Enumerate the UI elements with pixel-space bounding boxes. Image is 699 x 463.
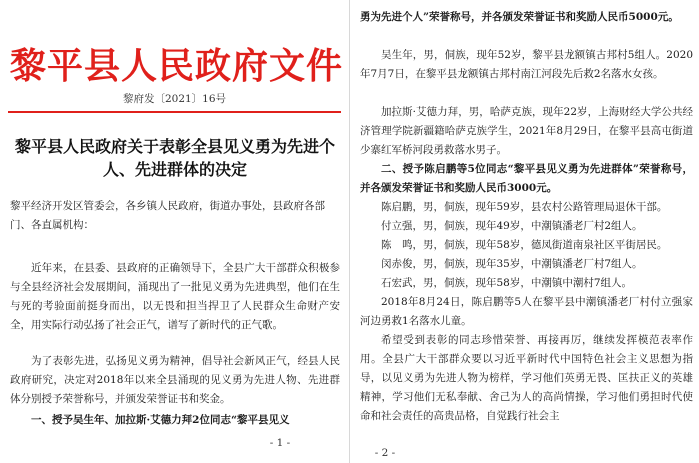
body-paragraph-purpose: 为了表彰先进，弘扬见义勇为精神，倡导社会新风正气，经县人民政府研究，决定对2018年以来全县涌现的见义勇为先进人物、先进群体分别授予荣誉称号，并颁发荣誉证书和奖金。 — [10, 355, 340, 405]
red-separator-line — [8, 111, 341, 113]
group-member: 陈 鸣，男，侗族，现年58岁，德凤街道南泉社区平街居民。 — [381, 239, 668, 251]
document-page-1 — [0, 0, 349, 463]
group-member-list — [360, 198, 693, 293]
decision-title: 黎平县人民政府关于表彰全县见义勇为先进个人、先进群体的决定 — [14, 137, 335, 179]
section-heading-individuals: 一、授予吴生年、加拉斯·艾德力拜2位同志“黎平县见义 — [31, 414, 290, 426]
page-number: - 1 - — [269, 437, 291, 449]
group-deed-paragraph: 2018年8月24日，陈启鹏等5人在黎平县中潮镇潘老厂村付立强家河边勇救1名落水儿童。 — [360, 296, 693, 327]
section-heading-individuals-continued: 勇为先进个人”荣誉称号，并各颁发荣誉证书和奖励人民币5000元。 — [360, 11, 679, 23]
section-heading-group: 二、授予陈启鹏等5位同志“黎平县见义勇为先进群体”荣誉称号，并各颁发荣誉证书和奖励人民币3000元。 — [360, 163, 693, 194]
closing-paragraph: 希望受到表彰的同志珍惜荣誉、再接再厉，继续发挥模范表率作用。全县广大干部群众要以习近平新时代中国特色社会主义思想为指导，以见义勇为先进人物为榜样，学习他们英勇无畏、匡扶正义的英雄精神，学习他们无私奉献、舍己为人的高尚情操，学习他们勇担时代使命和社会责任的高贵品格，自觉践行社会主 — [360, 334, 693, 422]
page-number: - 2 - — [374, 447, 396, 459]
honoree-paragraph-2: 加拉斯·艾德力拜，男，哈萨克族，现年22岁，上海财经大学公共经济管理学院新疆籍哈萨克族学生，2021年8月29日，在黎平县高屯街道少寨红军桥河段勇救落水男子。 — [360, 106, 693, 156]
group-member: 闵赤俊，男，侗族，现年35岁，中潮镇潘老厂村7组人。 — [381, 258, 643, 270]
document-number: 黎府发〔2021〕16号 — [122, 93, 227, 105]
group-member: 石宏武，男，侗族，现年58岁，中潮镇中潮村7组人。 — [381, 277, 633, 289]
addressee-paragraph: 黎平经济开发区管委会，各乡镇人民政府，街道办事处，县政府各部门、各直属机构： — [10, 200, 325, 231]
group-member: 付立强，男，侗族，现年49岁，中潮镇潘老厂村2组人。 — [381, 220, 643, 232]
red-header-title: 黎平县人民政府文件 — [10, 45, 344, 87]
body-paragraph-background: 近年来，在县委、县政府的正确领导下，全县广大干部群众积极参与全县经济社会发展期间，涌现出了一批见义勇为先进典型，他们在生与死的考验面前挺身而出，以无畏和担当捍卫了人民群众生命财产安全，用实际行动弘扬了社会正气，谱写了新时代的正气歌。 — [10, 262, 340, 331]
group-member: 陈启鹏，男，侗族，现年59岁，县农村公路管理局退休干部。 — [381, 201, 668, 213]
honoree-paragraph-1: 吴生年，男，侗族，现年52岁，黎平县龙额镇古邦村5组人。2020年7月7日，在黎平县龙额镇古邦村南江河段先后救2名落水女孩。 — [360, 49, 693, 80]
